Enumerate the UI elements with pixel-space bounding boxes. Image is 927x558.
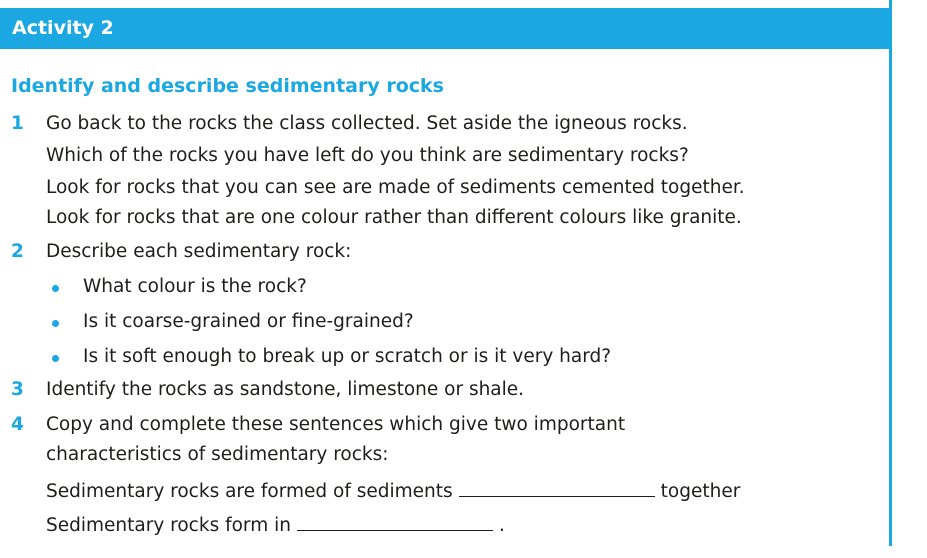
bullet-text: Is it soft enough to break up or scratch or is it very hard? (83, 346, 612, 367)
step-number: 4 (11, 414, 24, 435)
bullet-dot (52, 285, 59, 292)
step-number: 2 (11, 241, 24, 262)
fill-in-sentence (46, 512, 505, 536)
sentence-start: Sedimentary rocks are formed of sediments (46, 481, 453, 502)
activity-subtitle: Identify and describe sedimentary rocks (11, 75, 444, 97)
step-text: Copy and complete these sentences which give two important (46, 414, 626, 435)
step-text: Look for rocks that are one colour rather than different colours like granite. (46, 207, 742, 228)
step-text: Identify the rocks as sandstone, limestone or shale. (46, 379, 525, 400)
answer-blank[interactable] (297, 512, 493, 531)
bullet-text: Is it coarse-grained or fine-grained? (83, 311, 414, 332)
bullet-dot (52, 320, 59, 327)
answer-blank[interactable] (459, 478, 655, 497)
step-number: 1 (11, 113, 24, 134)
fill-in-sentence (46, 478, 740, 502)
step-number: 3 (11, 379, 24, 400)
bullet-text: What colour is the rock? (83, 276, 307, 297)
activity-header (0, 8, 892, 49)
sentence-start: Sedimentary rocks form in (46, 515, 291, 536)
sentence-end: . (498, 515, 505, 536)
step-text: characteristics of sedimentary rocks: (46, 444, 389, 465)
bullet-dot (52, 355, 59, 362)
step-text: Look for rocks that you can see are made of sediments cemented together. (46, 177, 745, 198)
step-text: Go back to the rocks the class collected. Set aside the igneous rocks. (46, 113, 688, 134)
step-text: Which of the rocks you have left do you think are sedimentary rocks? (46, 145, 689, 166)
step-text: Describe each sedimentary rock: (46, 241, 352, 262)
sentence-end: together (660, 481, 741, 502)
activity-title: Activity 2 (12, 17, 114, 39)
